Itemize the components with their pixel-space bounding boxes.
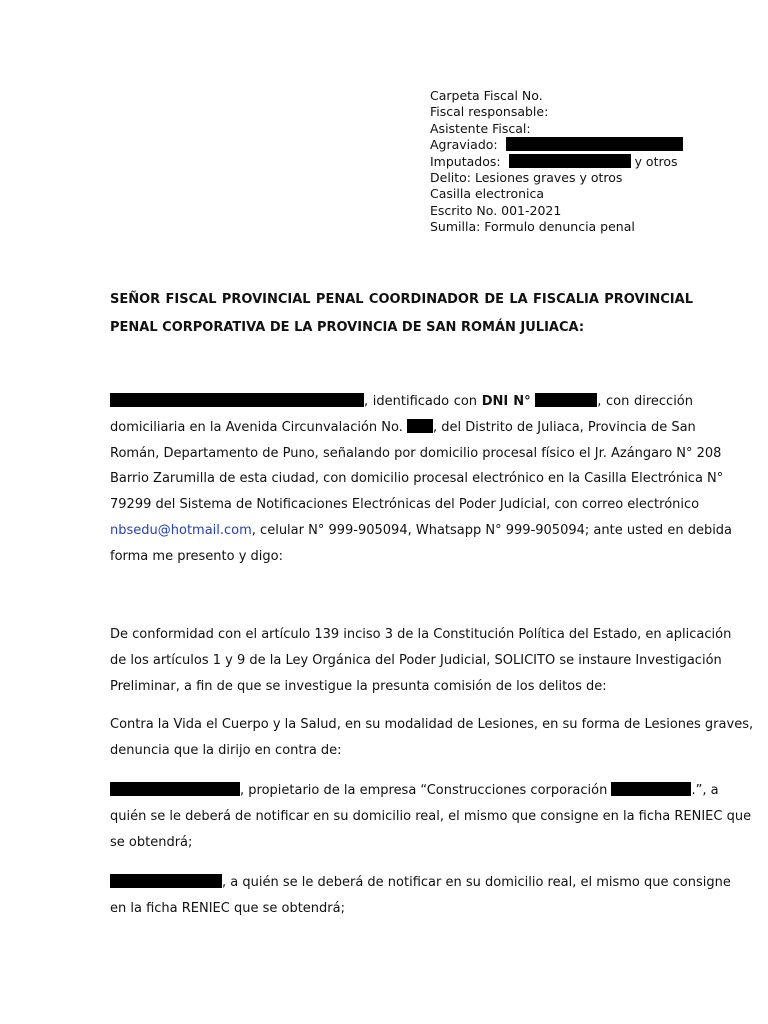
accused-text: , a quién se le deberá de notificar en su domicilio real, el mismo que consigne: [222, 875, 731, 890]
redaction-bar: [407, 419, 433, 433]
intro-line-4: Barrio Zarumilla de esta ciudad, con domicilio procesal electrónico en la Casilla Electrónica N°: [110, 471, 724, 487]
document-title: SEÑOR FISCAL PROVINCIAL PENAL COORDINADOR DE LA FISCALIA PROVINCIAL PENAL CORPORATIVA DE LA PROVINCIA DE SAN ROMÁN JULIACA:: [110, 292, 693, 335]
accused-2-line-2: en la ficha RENIEC que se obtendrá;: [110, 900, 345, 916]
redaction-bar: [611, 782, 691, 796]
header-imputados-label: Imputados:: [430, 153, 501, 169]
email-link[interactable]: nbsedu@hotmail.com: [110, 522, 252, 538]
intro-line-2: [110, 415, 696, 441]
redaction-bar: [509, 154, 631, 168]
case-header: [430, 88, 683, 236]
redaction-bar: [110, 393, 364, 407]
accused-1-line-3: se obtendrá;: [110, 834, 193, 850]
accused-text: , propietario de la empresa “Construcciones corporación: [240, 783, 612, 798]
header-casilla: Casilla electronica: [430, 186, 545, 202]
redaction-bar: [110, 874, 222, 888]
intro-text: , del Distrito de Juliaca, Provincia de San: [433, 419, 696, 435]
redaction-bar: [110, 782, 240, 796]
accused-text: .”, a: [691, 783, 719, 798]
dni-label: DNI N°: [481, 394, 531, 409]
header-carpeta: Carpeta Fiscal No.: [430, 88, 543, 103]
request-line-1: De conformidad con el artículo 139 inciso 3 de la Constitución Política del Estado, en aplicación: [110, 627, 732, 642]
header-sumilla: Sumilla: Formulo denuncia penal: [430, 219, 635, 235]
crime-line-2: denuncia que la dirijo en contra de:: [110, 742, 342, 758]
intro-text: , con dirección: [597, 394, 694, 409]
header-asistente: Asistente Fiscal:: [430, 120, 531, 136]
request-line-2: de los artículos 1 y 9 de la Ley Orgánica del Poder Judicial, SOLICITO se instaure Investigación: [110, 652, 722, 668]
header-delito: Delito: Lesiones graves y otros: [430, 170, 623, 186]
intro-text: , identificado con: [364, 394, 482, 409]
redaction-bar: [506, 137, 683, 151]
accused-2-line-1: [110, 870, 731, 896]
intro-line-3: Román, Departamento de Puno, señalando por domicilio procesal físico el Jr. Azángaro N° 208: [110, 445, 722, 461]
header-fiscal: Fiscal responsable:: [430, 104, 549, 120]
intro-line-1: [110, 389, 693, 415]
crime-paragraph: [110, 712, 754, 764]
header-agraviado-row: [430, 137, 683, 153]
header-escrito: Escrito No. 001-2021: [430, 202, 562, 218]
accused-2-paragraph: [110, 870, 731, 922]
header-agraviado-label: Agraviado:: [430, 137, 498, 153]
header-imputados-suffix: y otros: [634, 153, 678, 169]
intro-paragraph: [110, 389, 733, 570]
request-line-3: Preliminar, a fin de que se investigue la presunta comisión de los delitos de:: [110, 678, 607, 694]
intro-line-5: 79299 del Sistema de Notificaciones Electrónicas del Poder Judicial, con correo electrónico: [110, 497, 700, 513]
crime-line-1: Contra la Vida el Cuerpo y la Salud, en su modalidad de Lesiones, en su forma de Lesiones graves,: [110, 717, 754, 732]
intro-text: , celular N° 999-905094, Whatsapp N° 999-905094; ante usted en debida: [251, 522, 733, 538]
request-paragraph: [110, 622, 732, 699]
accused-1-line-2: quién se le deberá de notificar en su domicilio real, el mismo que consigne en la ficha RENIEC que: [110, 808, 752, 824]
accused-1-paragraph: [110, 778, 752, 855]
header-imputados-row: [430, 154, 683, 170]
intro-line-7: forma me presento y digo:: [110, 548, 283, 564]
redaction-bar: [535, 393, 597, 407]
intro-text: domiciliaria en la Avenida Circunvalación No.: [110, 419, 408, 435]
intro-line-6: [110, 518, 733, 544]
accused-1-line-1: [110, 778, 719, 804]
